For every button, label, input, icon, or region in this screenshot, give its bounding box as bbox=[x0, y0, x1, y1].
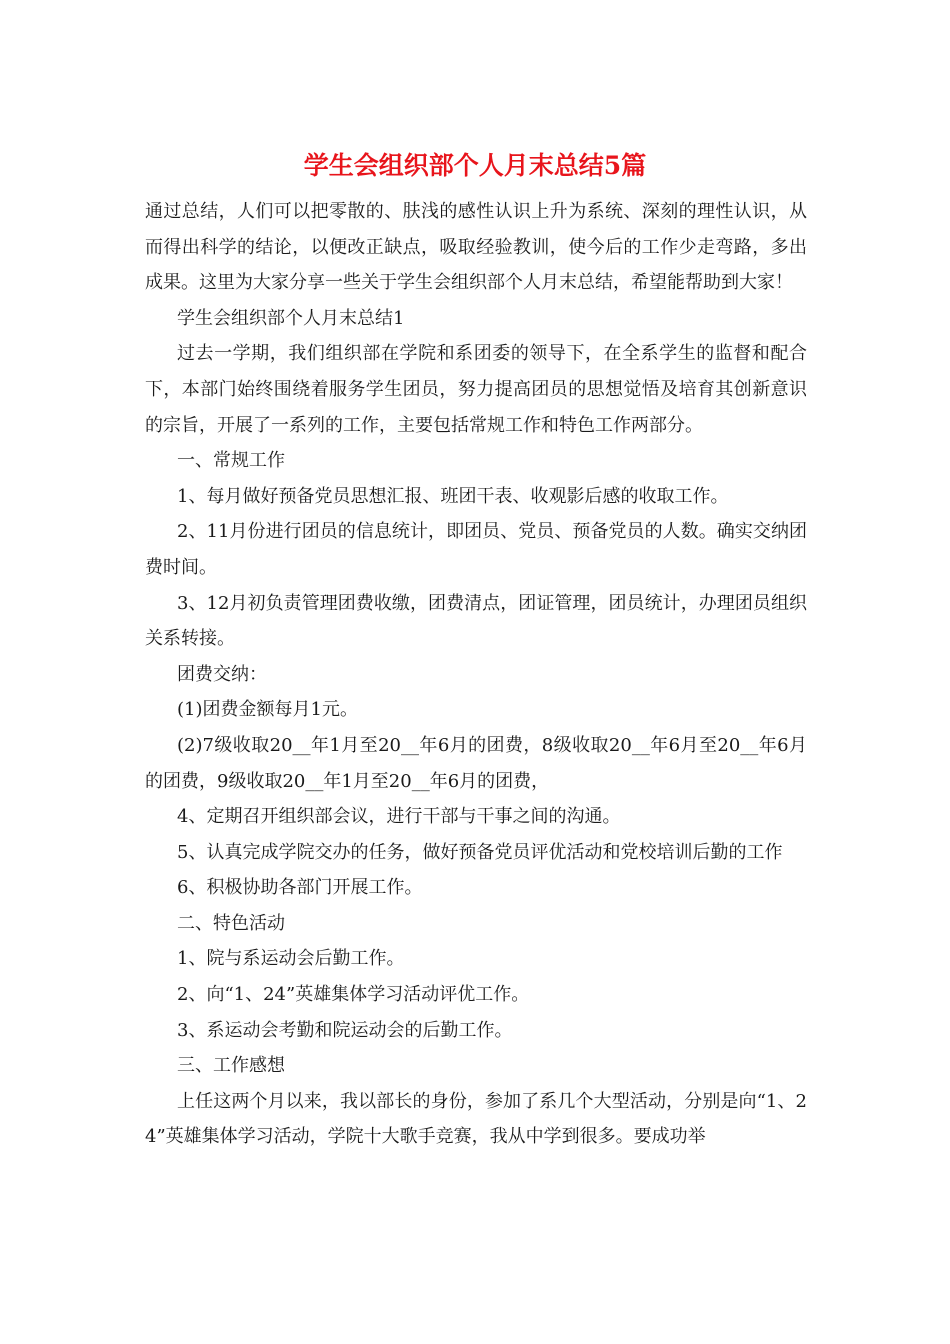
paragraph-intro: 通过总结，人们可以把零散的、肤浅的感性认识上升为系统、深刻的理性认识，从而得出科学的结论，以便改正缺点，吸取经验教训，使今后的工作少走弯路，多出成果。这里为大家分享一些关于学生会组织部个人月末总结，希望能帮助到大家！ bbox=[145, 201, 807, 294]
list-item: 3、系运动会考勤和院运动会的后勤工作。 bbox=[177, 1019, 513, 1041]
list-item: 1、每月做好预备党员思想汇报、班团干表、收观影后感的收取工作。 bbox=[177, 485, 729, 507]
subheading-fee-payment: 团费交纳： bbox=[177, 663, 267, 685]
section-heading-work-reflections: 三、工作感想 bbox=[177, 1055, 285, 1077]
section-heading-summary-1: 学生会组织部个人月末总结1 bbox=[177, 307, 405, 329]
list-item: 2、向“1、24”英雄集体学习活动评优工作。 bbox=[177, 984, 530, 1006]
list-item: 2、11月份进行团员的信息统计，即团员、党员、预备党员的人数。确实交纳团费时间。 bbox=[145, 521, 807, 578]
section-heading-routine-work: 一、常规工作 bbox=[177, 450, 285, 472]
document-title: 学生会组织部个人月末总结5篇 bbox=[303, 151, 647, 180]
list-item: 6、积极协助各部门开展工作。 bbox=[177, 877, 423, 899]
list-item: 4、定期召开组织部会议，进行干部与干事之间的沟通。 bbox=[177, 806, 621, 828]
paragraph: 过去一学期，我们组织部在学院和系团委的领导下，在全系学生的监督和配合下，本部门始终围绕着服务学生团员，努力提高团员的思想觉悟及培育其创新意识的宗旨，开展了一系列的工作，主要包括常规工作和特色工作两部分。 bbox=[145, 343, 807, 436]
list-item: 3、12月初负责管理团费收缴，团费清点，团证管理，团员统计，办理团员组织关系转接。 bbox=[145, 592, 807, 650]
list-item: 5、认真完成学院交办的任务，做好预备党员评优活动和党校培训后勤的工作 bbox=[177, 841, 783, 863]
list-item: (1)团费金额每月1元。 bbox=[177, 699, 358, 721]
section-heading-special-activities: 二、特色活动 bbox=[177, 912, 285, 934]
list-item: 1、院与系运动会后勤工作。 bbox=[177, 948, 405, 970]
document-body bbox=[145, 194, 807, 1155]
list-item: (2)7级收取20__年1月至20__年6月的团费，8级收取20__年6月至20__年6月的团费，9级收取20__年1月至20__年6月的团费， bbox=[145, 734, 807, 792]
paragraph: 上任这两个月以来，我以部长的身份，参加了系几个大型活动，分别是向“1、24”英雄集体学习活动，学院十大歌手竞赛，我从中学到很多。要成功举 bbox=[145, 1090, 807, 1148]
